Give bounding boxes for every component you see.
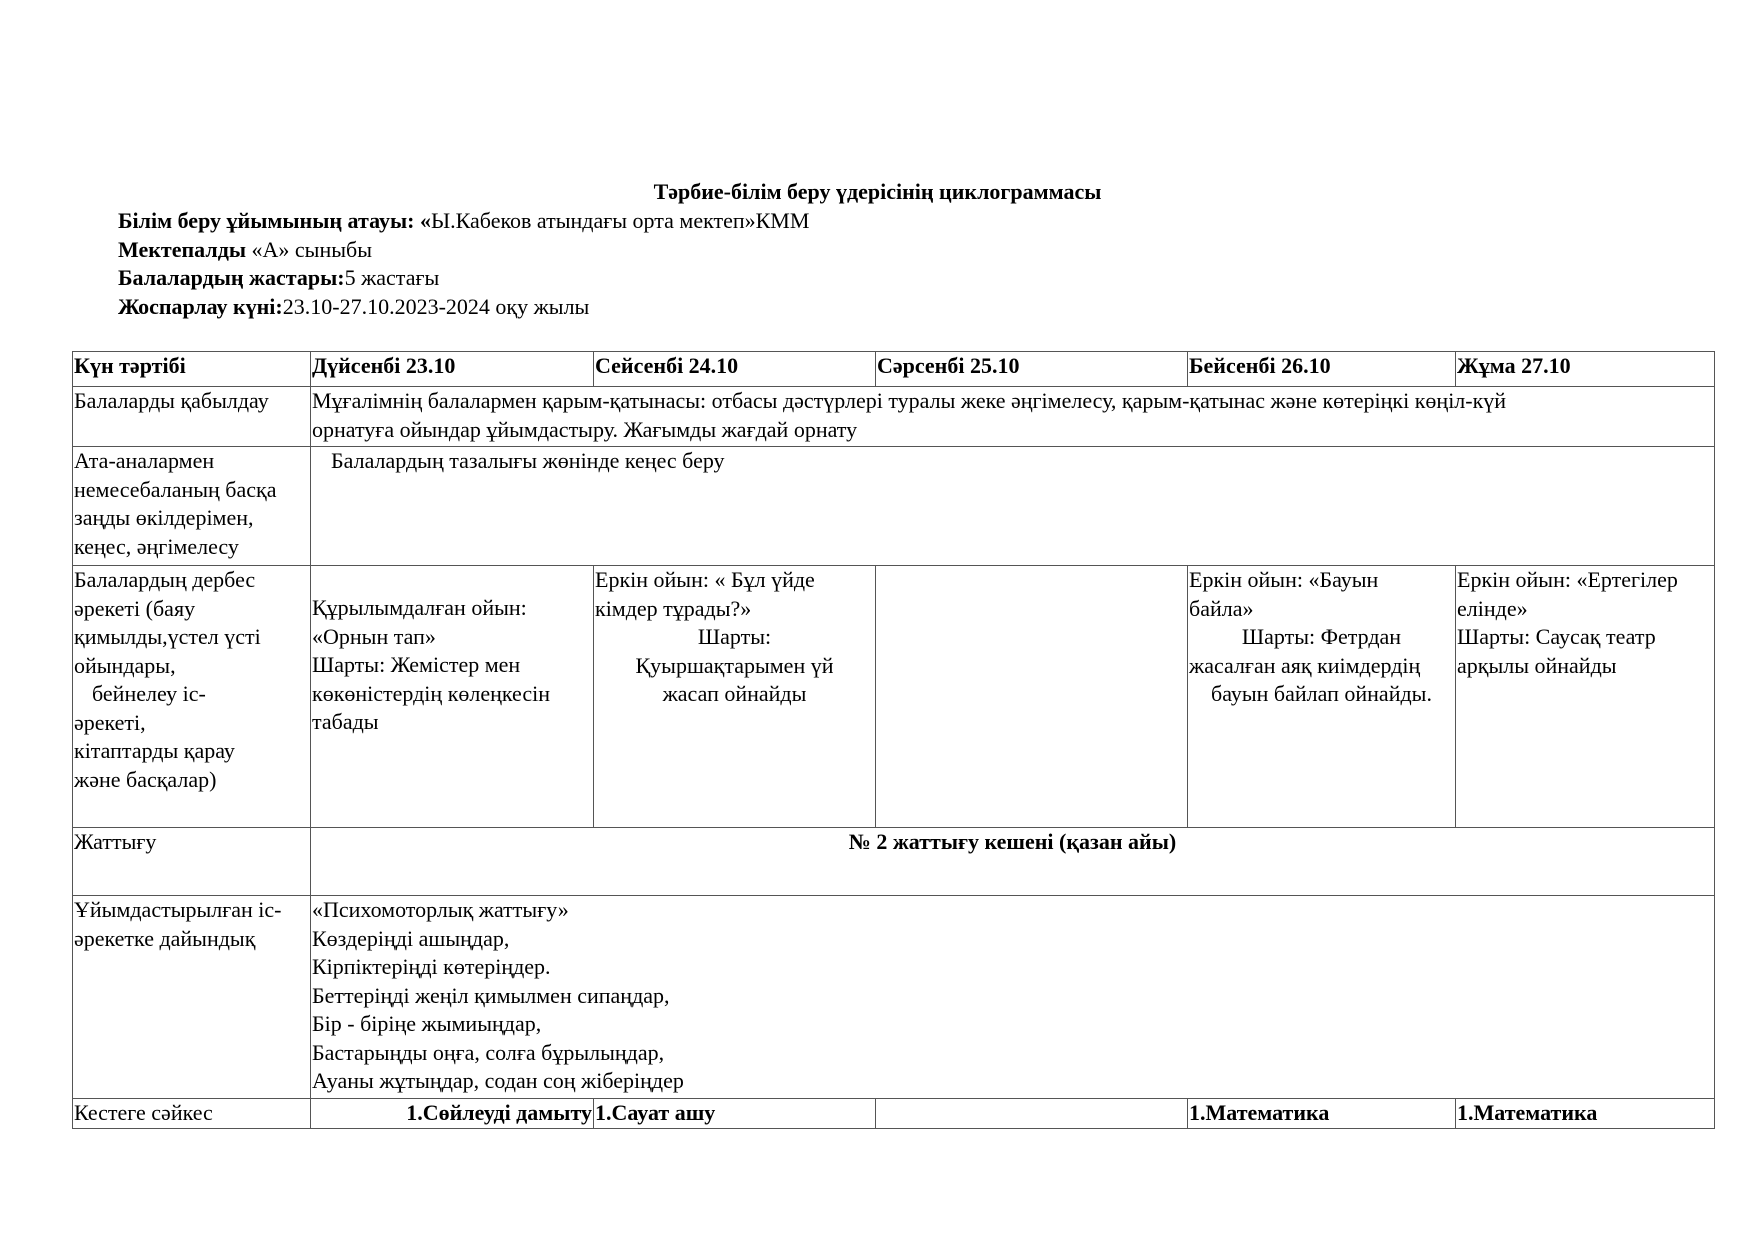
- text-line: бауын байлап ойнайды.: [1211, 681, 1432, 706]
- text-line: Мұғалімнің балалармен қарым-қатынасы: отбасы дәстүрлері туралы жеке әңгімелесу, қарым-қатынас және көтеріңкі көңіл-күй: [312, 388, 1507, 413]
- text-line: Еркін ойын: « Бұл үйде: [595, 567, 815, 592]
- exercise-row: [73, 828, 1715, 896]
- prep-text: [311, 896, 1715, 1099]
- text-line: «Психомоторлық жаттығу»: [312, 897, 569, 922]
- text-line: жасап ойнайды: [662, 681, 807, 706]
- text-line: Қуыршақтарымен үй: [635, 652, 834, 678]
- activity-row: [73, 566, 1715, 828]
- friday-activity: [1456, 566, 1715, 828]
- label-line: қимылды,үстел үсті: [74, 624, 261, 649]
- tuesday-activity: [594, 566, 876, 828]
- label-line: Балалардың дербес: [74, 567, 256, 592]
- text-line: табады: [312, 709, 379, 734]
- schedule-row: [73, 1099, 1715, 1129]
- text-line: Ауаны жұтыңдар, содан соң жіберіңдер: [312, 1068, 684, 1093]
- text-line: Кірпіктеріңді көтеріңдер.: [312, 954, 551, 979]
- text-line: Беттеріңді жеңіл қимылмен сипаңдар,: [312, 982, 670, 1008]
- text-line: Шарты: Фетрдан: [1241, 624, 1402, 649]
- wednesday-subject: [876, 1099, 1188, 1129]
- thursday-subject: 1.Математика: [1188, 1099, 1456, 1129]
- label-line: Ата-аналармен: [74, 448, 215, 473]
- group-value: «А» сыныбы: [246, 236, 372, 262]
- label-line: кітаптарды қарау: [74, 738, 235, 763]
- document-meta: [118, 207, 809, 321]
- text-line: елінде»: [1457, 595, 1528, 621]
- parents-text: Балалардың тазалығы жөнінде кеңес беру: [311, 447, 1715, 566]
- row-label: Жаттығу: [73, 828, 311, 896]
- text-line: Бастарыңды оңға, солға бұрылыңдар,: [312, 1039, 665, 1065]
- thursday-activity: [1188, 566, 1456, 828]
- document-title: Тәрбие-білім беру үдерісінің циклограммасы: [653, 179, 1102, 204]
- age-label: Балалардың жастары:: [118, 265, 345, 290]
- header-cell: Жұма 27.10: [1456, 352, 1715, 387]
- schedule-table: [72, 351, 1715, 1129]
- text-line: «Орнын тап»: [312, 623, 436, 649]
- row-label: Кестеге сәйкес: [73, 1099, 311, 1129]
- text-line: Шарты:: [697, 624, 772, 649]
- text-line: көкөністердің көлеңкесін: [312, 680, 551, 706]
- text-line: Шарты: Саусақ театр: [1457, 624, 1656, 649]
- label-line: бейнелеу іс-: [92, 681, 206, 706]
- date-label: Жоспарлау күні:: [118, 293, 283, 319]
- header-cell: Күн тәртібі: [73, 352, 311, 387]
- org-value: Ы.Кабеков атындағы орта мектеп»КММ: [430, 208, 810, 233]
- reception-text: [311, 387, 1715, 447]
- wednesday-activity: [876, 566, 1188, 828]
- row-label: [73, 566, 311, 828]
- text-line: кімдер тұрады?»: [595, 595, 752, 621]
- friday-subject: 1.Математика: [1456, 1099, 1715, 1129]
- prep-row: [73, 896, 1715, 1099]
- label-line: Ұйымдастырылған іс-: [74, 897, 282, 922]
- exercise-text: № 2 жаттығу кешені (қазан айы): [311, 828, 1715, 896]
- row-label: [73, 447, 311, 566]
- text-line: Еркін ойын: «Ертегілер: [1457, 567, 1678, 592]
- age-value: 5 жастағы: [344, 265, 440, 290]
- org-line: [118, 207, 809, 236]
- label-line: әрекетке дайындық: [74, 925, 256, 951]
- text-line: Еркін ойын: «Бауын: [1189, 567, 1379, 592]
- org-label: Білім беру ұйымының атауы: «: [118, 208, 431, 233]
- date-line: [118, 293, 809, 322]
- label-line: заңды өкілдерімен,: [74, 505, 254, 530]
- age-line: [118, 264, 809, 293]
- label-line: кеңес, әңгімелесу: [74, 533, 239, 559]
- text-line: Шарты: Жемістер мен: [312, 652, 521, 677]
- reception-row: [73, 387, 1715, 447]
- row-label: [73, 896, 311, 1099]
- monday-activity: [311, 566, 594, 828]
- monday-subject: 1.Сөйлеуді дамыту: [311, 1099, 594, 1129]
- label-line: немесебаланың басқа: [74, 476, 277, 502]
- group-line: [118, 236, 809, 265]
- label-line: әрекеті,: [74, 709, 146, 735]
- text-line: жасалған аяқ киімдердің: [1189, 652, 1421, 678]
- parents-row: [73, 447, 1715, 566]
- text-line: Бір - біріңе жымиыңдар,: [312, 1011, 542, 1036]
- text-line: Көздеріңді ашыңдар,: [312, 925, 510, 951]
- header-cell: Дүйсенбі 23.10: [311, 352, 594, 387]
- text-line: байла»: [1189, 595, 1254, 621]
- text-line: орнатуға ойындар ұйымдастыру. Жағымды жағдай орнату: [312, 416, 858, 442]
- header-cell: Сейсенбі 24.10: [594, 352, 876, 387]
- row-label: Балаларды қабылдау: [73, 387, 311, 447]
- header-row: [73, 352, 1715, 387]
- label-line: және басқалар): [74, 766, 217, 792]
- date-value: 23.10-27.10.2023-2024 оқу жылы: [282, 293, 590, 319]
- header-cell: Бейсенбі 26.10: [1188, 352, 1456, 387]
- label-line: ойындары,: [74, 652, 176, 678]
- group-label: Мектепалды: [118, 236, 247, 262]
- text-line: арқылы ойнайды: [1457, 652, 1617, 678]
- header-cell: Сәрсенбі 25.10: [876, 352, 1188, 387]
- label-line: әрекеті (баяу: [74, 595, 196, 621]
- tuesday-subject: 1.Сауат ашу: [594, 1099, 876, 1129]
- text-line: Құрылымдалған ойын:: [312, 595, 527, 620]
